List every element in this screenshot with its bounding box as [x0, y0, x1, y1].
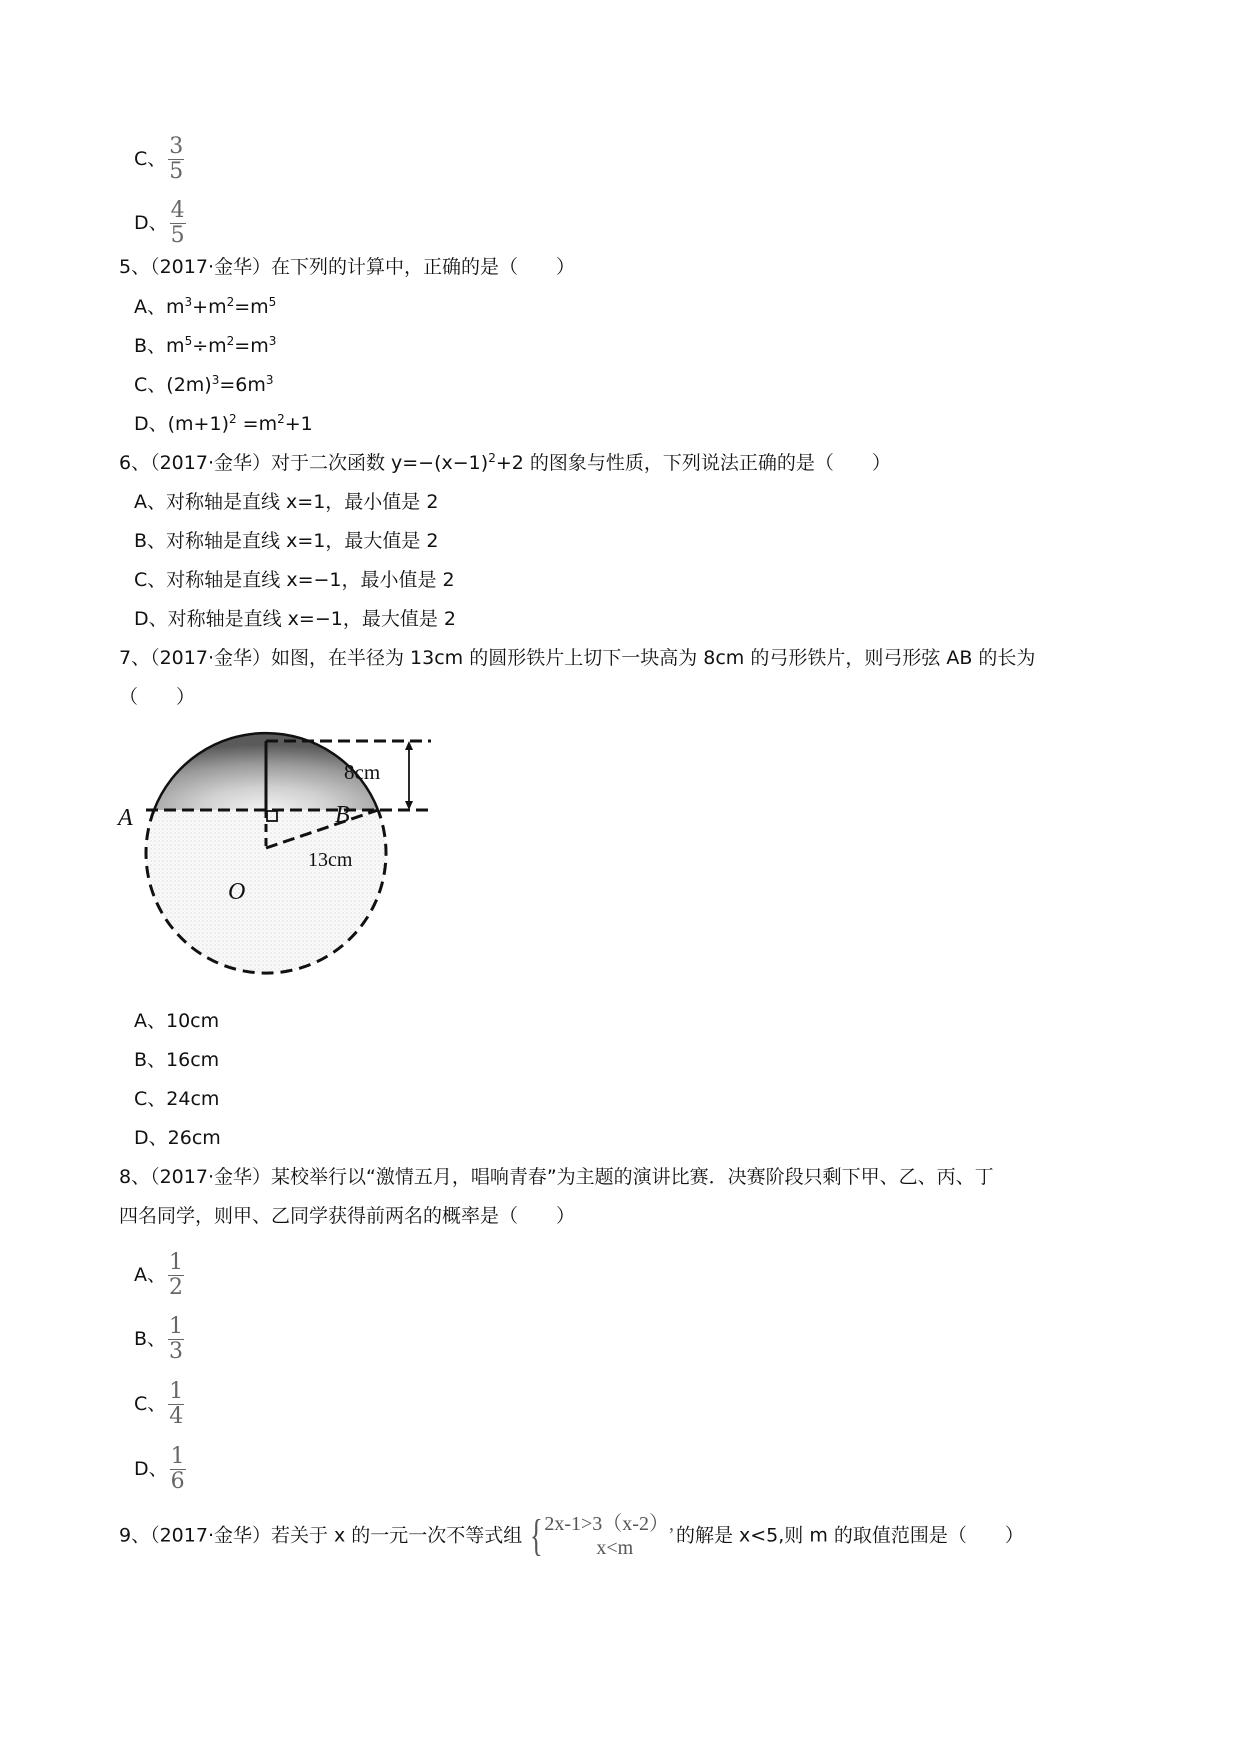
circle-segment-figure: [118, 728, 446, 988]
question-7-stem-line1: 7、（2017·金华）如图，在半径为 13cm 的圆形铁片上切下一块高为 8cm 的弓形铁片，则弓形弦 AB 的长为: [119, 647, 1036, 669]
fraction: $\frac{4}{5}$: [170, 198, 185, 248]
q7-option-d: D、26cm: [134, 1127, 221, 1149]
q6-option-c: C、对称轴是直线 x=−1，最小值是 2: [134, 569, 455, 591]
option-d: [134, 200, 186, 247]
option-label: D、: [134, 212, 168, 234]
q5-option-c: C、$(2m)^3=6m^3$: [134, 373, 274, 396]
question-9-stem: 9、（2017·金华）若关于 x 的一元一次不等式组 { 2x-1>3（x-2）, x<m 的解是 x<5,则 m 的取值范围是（ ）: [119, 1511, 1024, 1560]
q6-option-d: D、对称轴是直线 x=−1，最大值是 2: [134, 608, 456, 630]
fraction: $\frac{1}{2}$: [169, 1250, 183, 1300]
option-c: [134, 136, 184, 183]
option-label: C、: [134, 148, 167, 170]
q6-option-b: B、对称轴是直线 x=1，最大值是 2: [134, 530, 439, 552]
q7-option-b: B、16cm: [134, 1049, 220, 1071]
inequality-system: { 2x-1>3（x-2）, x<m: [530, 1511, 674, 1560]
label-o: O: [228, 879, 246, 905]
q8-option-b: B、 $\frac{1}{3}$: [134, 1314, 184, 1364]
q6-option-a: A、对称轴是直线 x=1，最小值是 2: [134, 491, 439, 513]
label-a: A: [118, 805, 133, 831]
q7-option-c: C、24cm: [134, 1088, 220, 1110]
radius-label: 13cm: [308, 849, 353, 871]
question-7-stem-line2: （ ）: [119, 686, 196, 708]
height-label: 8cm: [344, 760, 381, 784]
fraction: $\frac{1}{6}$: [170, 1444, 185, 1494]
question-6-stem: 6、（2017·金华）对于二次函数 $y=-(x-1)^2+2$ 的图象与性质，下列说法正确的是（ ）: [119, 451, 891, 474]
question-5-stem: 5、（2017·金华）在下列的计算中，正确的是（ ）: [119, 256, 575, 278]
question-8-stem-line2: 四名同学，则甲、乙同学获得前两名的概率是（ ）: [119, 1205, 576, 1227]
fraction: $\frac{1}{4}$: [169, 1379, 184, 1429]
q5-option-b: B、$m^5\div m^2=m^3$: [134, 334, 277, 357]
label-b: B: [335, 802, 350, 828]
question-8-stem-line1: 8、（2017·金华）某校举行以“激情五月，唱响青春”为主题的演讲比赛．决赛阶段只剩下甲、乙、丙、丁: [119, 1166, 994, 1188]
fraction: $\frac{3}{5}$: [169, 134, 184, 184]
q8-option-d: D、 $\frac{1}{6}$: [134, 1444, 185, 1494]
q5-option-d: D、$(m+1)^2 =m^2+1$: [134, 412, 313, 435]
q7-option-a: A、10cm: [134, 1010, 220, 1032]
q5-option-a: A、$m^3+m^2=m^5$: [134, 295, 277, 318]
q8-option-c: C、 $\frac{1}{4}$: [134, 1379, 184, 1429]
fraction: $\frac{1}{3}$: [169, 1314, 184, 1364]
circle-lower-region: [146, 810, 386, 973]
q8-option-a: A、 $\frac{1}{2}$: [134, 1250, 183, 1300]
